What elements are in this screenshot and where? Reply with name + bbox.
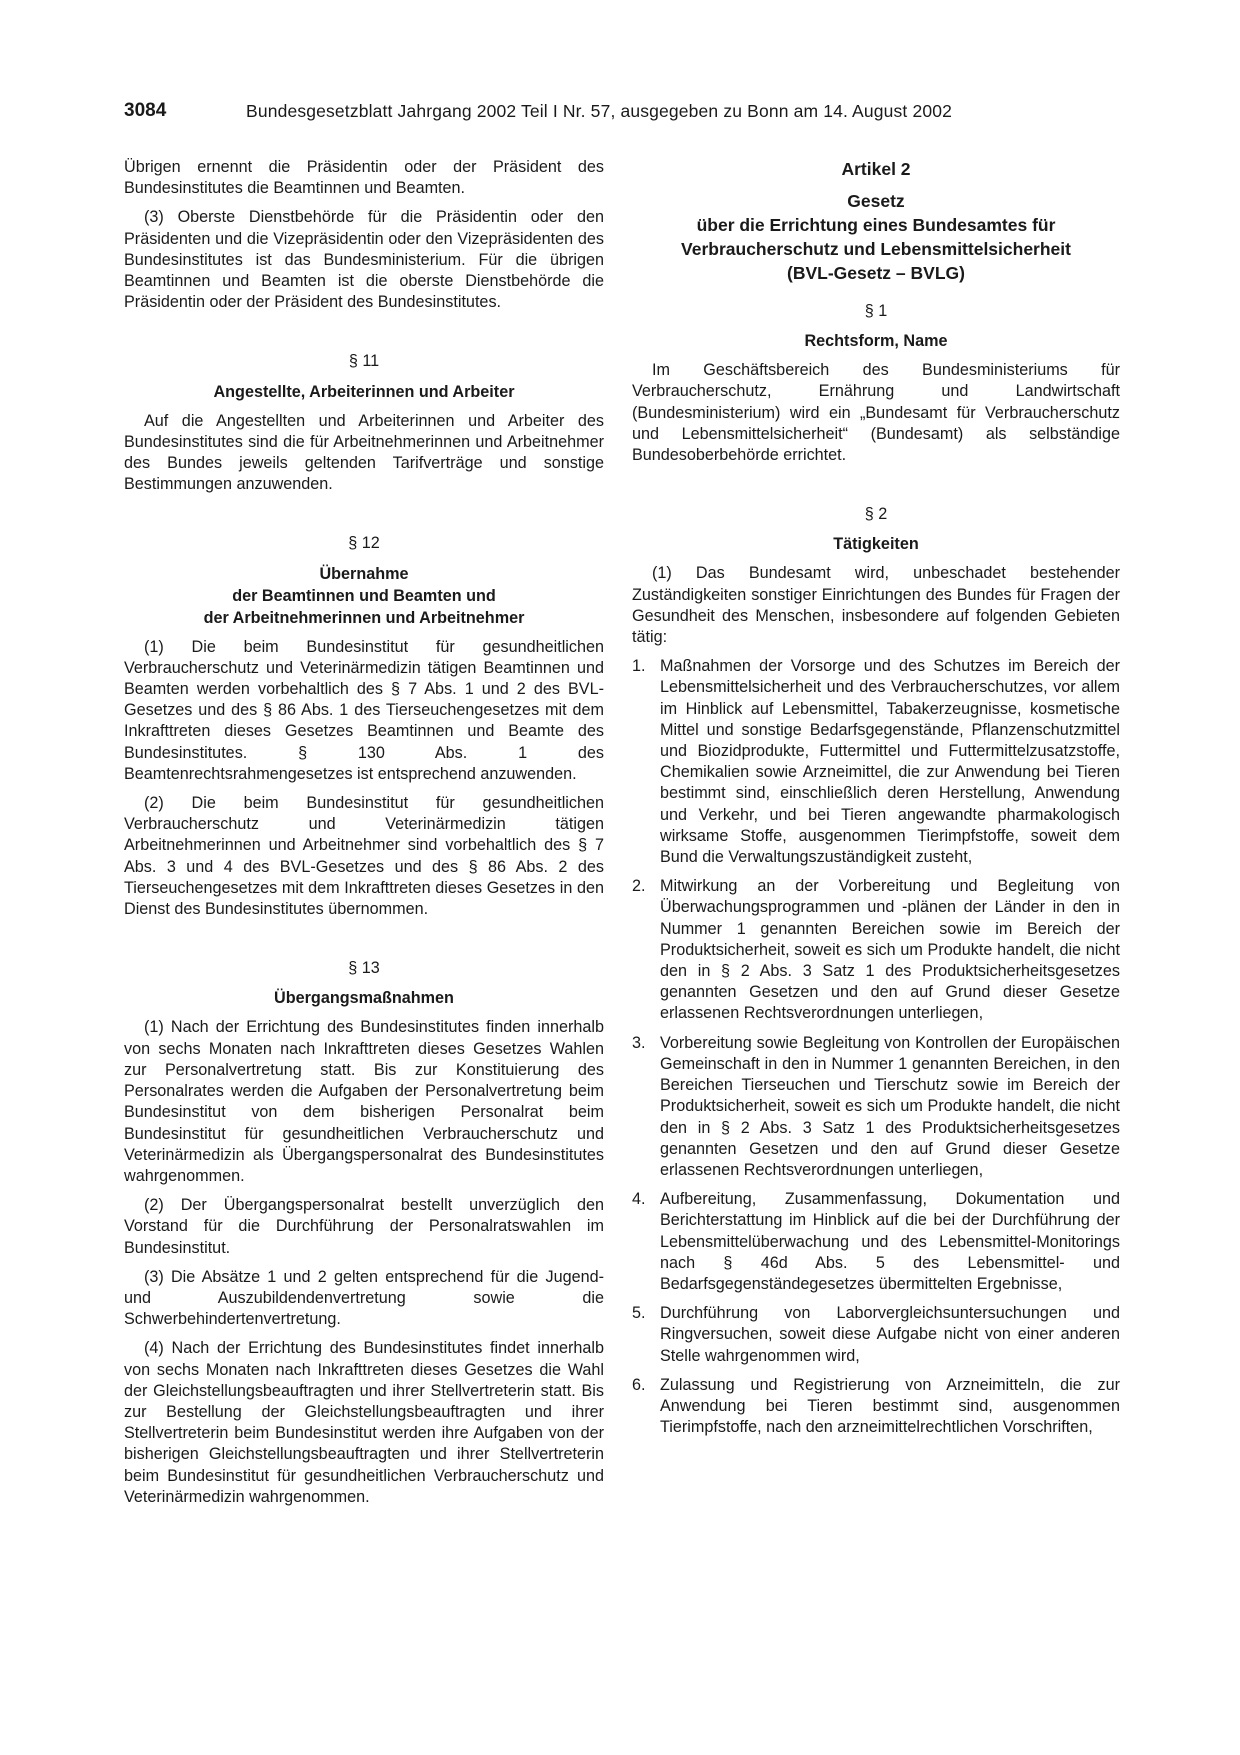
- law-title-line: Verbraucherschutz und Lebensmittelsicherheit: [681, 239, 1071, 259]
- left-column: [124, 157, 604, 1516]
- right-column: [632, 157, 1120, 1446]
- list-item-text: Maßnahmen der Vorsorge und des Schutzes im Bereich der Lebensmittelsicherheit und des Verbraucherschutzes, vor allem im Hinblick auf Lebensmittel, Tabakerzeugnisse, kosmetische Mittel und sonstige Bedarfsgegenstände, Pflanzenschutzmittel und Biozidprodukte, Futtermittel und Futtermittelzusatzstoffe, Chemikalien sowie Arzneimittel, die zur Anwendung bei Tieren bestimmt sind, einschließlich deren Herstellung, Anwendung und Verkehr, und bei Tieren angewandte pharmakologisch wirksame Stoffe, ausgenommen Tierimpfstoffe, soweit dem Bund die Verwaltungszuständigkeit zusteht,: [660, 657, 1120, 867]
- list-item: [632, 1303, 1120, 1367]
- paragraph: (1) Nach der Errichtung des Bundesinstitutes finden innerhalb von sechs Monaten nach Inkrafttreten dieses Gesetzes Wahlen zur Personalvertretung statt. Bis zur Konstituierung des Personalrates werden die Aufgaben der Personalvertretung beim Bundesinstitut von dem bisherigen Personalrat beim Bundesinstitut für gesundheitlichen Verbraucherschutz und Veterinärmedizin als Übergangspersonalrat des Bundesinstitutes wahrgenommen.: [124, 1018, 604, 1185]
- section-title: [124, 563, 604, 629]
- paragraph: Auf die Angestellten und Arbeiterinnen und Arbeiter des Bundesinstitutes sind die für Arbeitnehmerinnen und Arbeitnehmer des Bundes jeweils geltenden Tarifverträge und sonstige Bestimmungen anzuwenden.: [124, 411, 604, 494]
- list-item-number: 3.: [632, 1033, 646, 1052]
- paragraph: (1) Die beim Bundesinstitut für gesundheitlichen Verbraucherschutz und Veterinärmedizin tätigen Beamtinnen und Beamten werden vorbehaltlich des § 7 Abs. 1 und 2 des BVL-Gesetzes und des § 86 Abs. 1 des Tierseuchengesetzes mit dem Inkrafttreten dieses Gesetzes Beamtinnen und Beamte des Bundesinstitutes. § 130 Abs. 1 des Beamtenrechtsrahmengesetzes ist entsprechend anzuwenden.: [124, 637, 604, 783]
- list-item-text: Vorbereitung sowie Begleitung von Kontrollen der Europäischen Gemeinschaft in den in Nummer 1 genannten Bereichen, in den Bereichen Tierseuchen und Tierschutz sowie im Bereich der Produktsicherheit, soweit es sich um Produkte handelt, die nicht den in § 2 Abs. 3 Satz 1 des Produktsicherheitsgesetzes genannten Gesetzen und den auf Grund dieser Gesetze erlassenen Rechtsverordnungen unterliegen,: [660, 1033, 1120, 1179]
- section-title: Rechtsform, Name: [804, 332, 948, 351]
- list-item-number: 5.: [632, 1304, 646, 1323]
- list-item-number: 4.: [632, 1190, 646, 1209]
- section-title: Angestellte, Arbeiterinnen und Arbeiter: [213, 382, 515, 401]
- law-title-line: (BVL-Gesetz – BVLG): [787, 263, 965, 283]
- paragraph: (2) Der Übergangspersonalrat bestellt unverzüglich den Vorstand für die Durchführung der Personalratswahlen im Bundesinstitut.: [124, 1196, 604, 1257]
- paragraph: (3) Oberste Dienstbehörde für die Präsidentin oder den Präsidenten und die Vizepräsidentin oder den Vizepräsidenten des Bundesinstitutes ist das Bundesministerium. Für die übrigen Beamtinnen und Beamten ist die oberste Dienstbehörde die Präsidentin oder der Präsident des Bundesinstitutes.: [124, 208, 604, 312]
- law-title-line: Gesetz: [847, 191, 905, 211]
- section-sign: § 12: [348, 534, 380, 553]
- section-title: Tätigkeiten: [833, 535, 919, 554]
- paragraph: (3) Die Absätze 1 und 2 gelten entsprechend für die Jugend- und Auszubildendenvertretung sowie die Schwerbehindertenvertretung.: [124, 1267, 604, 1329]
- list-item-number: 1.: [632, 657, 646, 676]
- page-number: 3084: [124, 100, 167, 121]
- law-title-line: über die Errichtung eines Bundesamtes für: [696, 215, 1056, 235]
- section-sign: § 13: [348, 959, 380, 978]
- list-item: [632, 656, 1120, 868]
- paragraph: (4) Nach der Errichtung des Bundesinstitutes findet innerhalb von sechs Monaten nach Inkrafttreten dieses Gesetzes die Wahl der Gleichstellungsbeauftragten und ihrer Stellvertreterin statt. Bis zur Bestellung der Gleichstellungsbeauftragten und ihrer Stellvertreterin beim Bundesinstitut werden ihre Aufgaben von der bisherigen Gleichstellungsbeauftragten und ihrer Stellvertreterin beim Bundesinstitut für gesundheitlichen Verbraucherschutz und Veterinärmedizin wahrgenommen.: [124, 1339, 604, 1506]
- section-title-line: der Arbeitnehmerinnen und Arbeitnehmer: [203, 608, 525, 627]
- paragraph: (2) Die beim Bundesinstitut für gesundheitlichen Verbraucherschutz und Veterinärmedizin tätigen Arbeitnehmerinnen und Arbeitnehmer sind vorbehaltlich des § 7 Abs. 3 und 4 des BVL-Gesetzes und des § 86 Abs. 2 des Tierseuchengesetzes mit dem Inkrafttreten dieses Gesetzes in den Dienst des Bundesinstitutes übernommen.: [124, 794, 604, 919]
- list-item: [632, 1189, 1120, 1295]
- paragraph: Übrigen ernennt die Präsidentin oder der Präsident des Bundesinstitutes die Beamtinnen und Beamten.: [124, 158, 604, 198]
- list-item-text: Mitwirkung an der Vorbereitung und Begleitung von Überwachungsprogrammen und -plänen der Länder in den in Nummer 1 genannten Bereichen sowie im Bereich der Produktsicherheit, soweit es sich um Produkte handelt, die nicht den in § 2 Abs. 3 Satz 1 des Produktsicherheitsgesetzes genannten Gesetzen und den auf Grund dieser Gesetze erlassenen Rechtsverordnungen unterliegen,: [660, 877, 1120, 1023]
- section-title: Übergangsmaßnahmen: [274, 989, 454, 1008]
- list-item-text: Durchführung von Laborvergleichsuntersuchungen und Ringversuchen, soweit diese Aufgabe nicht von einer anderen Stelle wahrgenommen wird,: [660, 1304, 1120, 1365]
- list-item-text: Aufbereitung, Zusammenfassung, Dokumentation und Berichterstattung im Hinblick auf die bei der Durchführung der Lebensmittelüberwachung und des Lebensmittel-Monitorings nach § 46d Abs. 5 des Lebensmittel- und Bedarfsgegenständegesetzes übermittelten Ergebnisse,: [660, 1190, 1120, 1293]
- section-sign: § 11: [348, 352, 380, 371]
- list-item-number: 2.: [632, 877, 646, 896]
- task-list: [632, 656, 1120, 1438]
- article-number: Artikel 2: [841, 159, 911, 179]
- list-item-number: 6.: [632, 1375, 646, 1394]
- article-law-title: [632, 189, 1120, 285]
- section-title-line: der Beamtinnen und Beamten und: [232, 586, 496, 605]
- paragraph: Im Geschäftsbereich des Bundesministeriums für Verbraucherschutz, Ernährung und Landwirtschaft (Bundesministerium) wird ein „Bundesamt für Verbraucherschutz und Lebensmittelsicherheit“ (Bundesamt) als selbständige Bundesoberbehörde errichtet.: [632, 361, 1120, 465]
- paragraph: (1) Das Bundesamt wird, unbeschadet bestehender Zuständigkeiten sonstiger Einrichtungen des Bundes für Fragen der Gesundheit des Menschen, insbesondere auf folgenden Gebieten tätig:: [632, 564, 1120, 647]
- list-item: [632, 876, 1120, 1024]
- list-item-text: Zulassung und Registrierung von Arzneimitteln, die zur Anwendung bei Tieren bestimmt sind, ausgenommen Tierimpfstoffe, nach den arzneimittelrechtlichen Vorschriften,: [660, 1375, 1120, 1437]
- section-title-line: Übernahme: [319, 564, 409, 583]
- list-item: [632, 1375, 1120, 1439]
- section-sign: § 2: [864, 505, 888, 524]
- section-sign: § 1: [864, 302, 888, 320]
- gazette-title: Bundesgesetzblatt Jahrgang 2002 Teil I Nr. 57, ausgegeben zu Bonn am 14. August 2002: [246, 101, 952, 121]
- list-item: [632, 1033, 1120, 1181]
